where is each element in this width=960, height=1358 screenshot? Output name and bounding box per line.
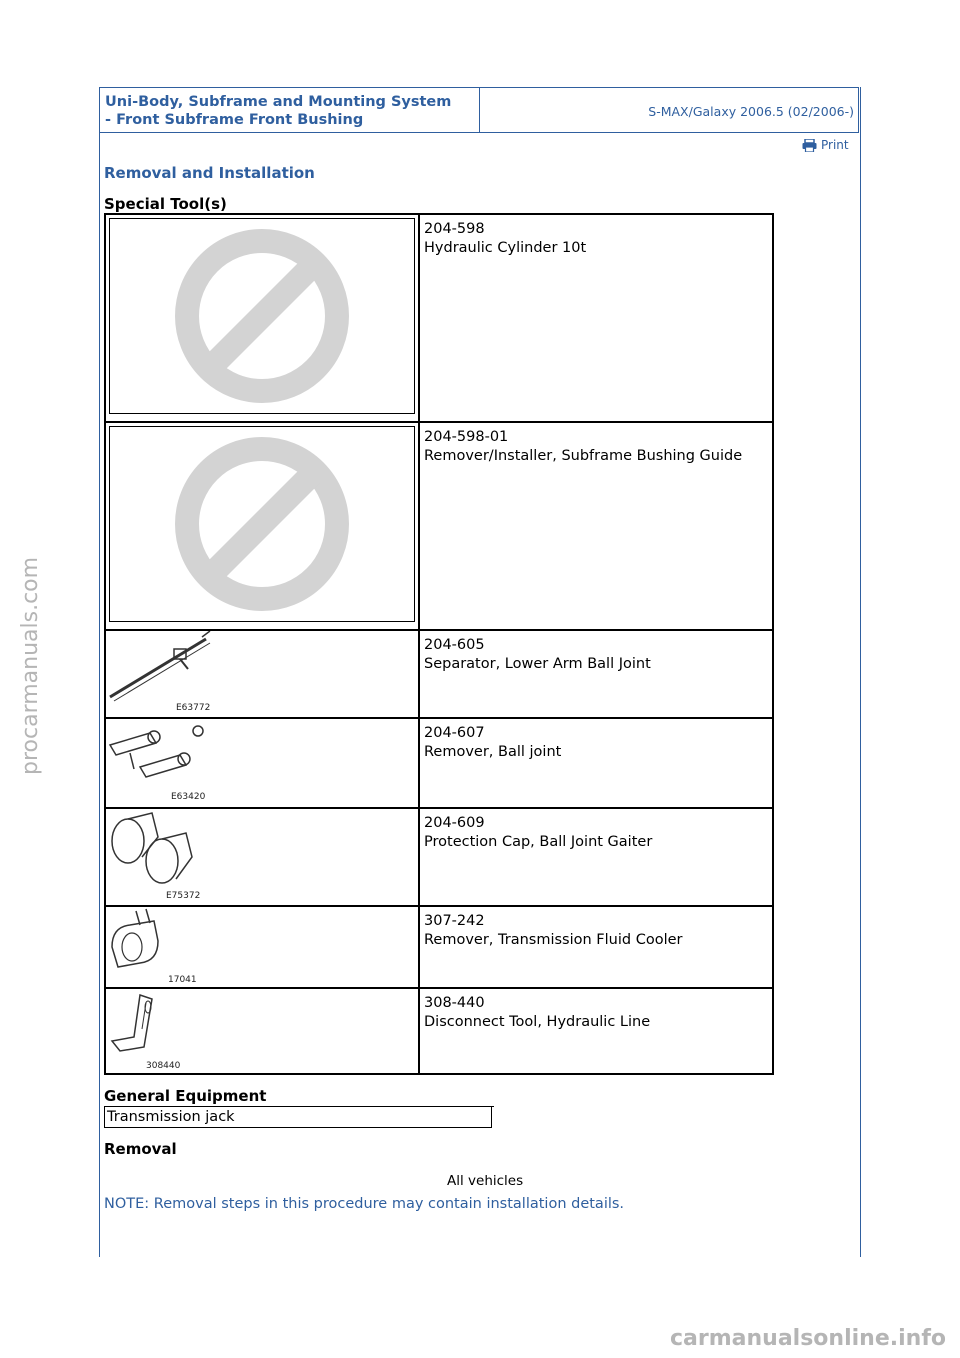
- tool-name: Remover/Installer, Subframe Bushing Guide: [424, 448, 743, 464]
- table-row: [105, 808, 773, 906]
- tool-info-cell: [419, 988, 773, 1074]
- vehicle-model: S-MAX/Galaxy 2006.5 (02/2006-): [648, 104, 854, 119]
- equipment-item: Transmission jack: [104, 1106, 492, 1128]
- tool-info-cell: [419, 214, 773, 422]
- tool-info-cell: [419, 718, 773, 808]
- tool-name: Disconnect Tool, Hydraulic Line: [424, 1014, 651, 1030]
- section-title: Removal and Installation: [104, 164, 315, 182]
- printer-icon: [802, 139, 817, 152]
- removal-note: NOTE: Removal steps in this procedure may contain installation details.: [104, 1196, 625, 1212]
- tool-info-cell: [419, 906, 773, 988]
- tool-name: Remover, Transmission Fluid Cooler: [424, 932, 683, 948]
- illustration-caption: 308440: [146, 1061, 181, 1071]
- tool-name: Separator, Lower Arm Ball Joint: [424, 656, 651, 672]
- tool-name: Hydraulic Cylinder 10t: [424, 240, 587, 256]
- tool-name: Protection Cap, Ball Joint Gaiter: [424, 834, 653, 850]
- title-line-1: Uni-Body, Subframe and Mounting System: [105, 94, 452, 110]
- bottom-watermark: carmanualsonline.info: [670, 1326, 946, 1351]
- tool-number: 204-607: [424, 725, 485, 741]
- side-watermark: procarmanuals.com: [18, 556, 43, 775]
- print-label: Print: [821, 138, 849, 152]
- tool-number: 307-242: [424, 913, 485, 929]
- illustration-caption: E63772: [176, 703, 211, 713]
- all-vehicles-label: All vehicles: [447, 1173, 524, 1189]
- table-row: [105, 422, 773, 630]
- illustration-caption: E63420: [171, 792, 206, 802]
- tool-image-cell: [105, 988, 419, 1074]
- tool-number: 308-440: [424, 995, 485, 1011]
- no-image-icon: [109, 426, 415, 622]
- document-header: [99, 87, 859, 133]
- tool-image-cell: [105, 422, 419, 630]
- table-row: [105, 906, 773, 988]
- tool-info-cell: [419, 630, 773, 718]
- tool-number: 204-598: [424, 221, 485, 237]
- document-title: [100, 88, 480, 132]
- tool-number: 204-598-01: [424, 429, 509, 445]
- special-tools-table: [104, 213, 774, 1075]
- illustration-caption: 17041: [168, 975, 197, 985]
- special-tools-heading: Special Tool(s): [104, 195, 227, 213]
- tool-info-cell: [419, 808, 773, 906]
- separator-tool-illustration: [106, 631, 418, 717]
- removal-heading: Removal: [104, 1140, 177, 1158]
- table-row: [105, 214, 773, 422]
- tool-number: 204-605: [424, 637, 485, 653]
- tool-info-cell: [419, 422, 773, 630]
- fluid-cooler-remover-illustration: [106, 907, 418, 987]
- tool-image-cell: [105, 214, 419, 422]
- tool-name: Remover, Ball joint: [424, 744, 562, 760]
- table-row: [105, 718, 773, 808]
- print-button[interactable]: [802, 138, 849, 152]
- tool-image-cell: [105, 906, 419, 988]
- tool-image-cell: [105, 808, 419, 906]
- no-image-icon: [109, 218, 415, 414]
- table-row: [105, 630, 773, 718]
- tool-image-cell: [105, 718, 419, 808]
- title-line-2: - Front Subframe Front Bushing: [105, 112, 364, 128]
- illustration-caption: E75372: [166, 891, 201, 901]
- general-equipment-heading: General Equipment: [104, 1087, 267, 1105]
- table-row: [105, 988, 773, 1074]
- tool-image-cell: [105, 630, 419, 718]
- ball-joint-remover-illustration: [106, 719, 418, 807]
- protection-cap-illustration: [106, 809, 418, 905]
- disconnect-tool-illustration: [106, 989, 418, 1073]
- tool-number: 204-609: [424, 815, 485, 831]
